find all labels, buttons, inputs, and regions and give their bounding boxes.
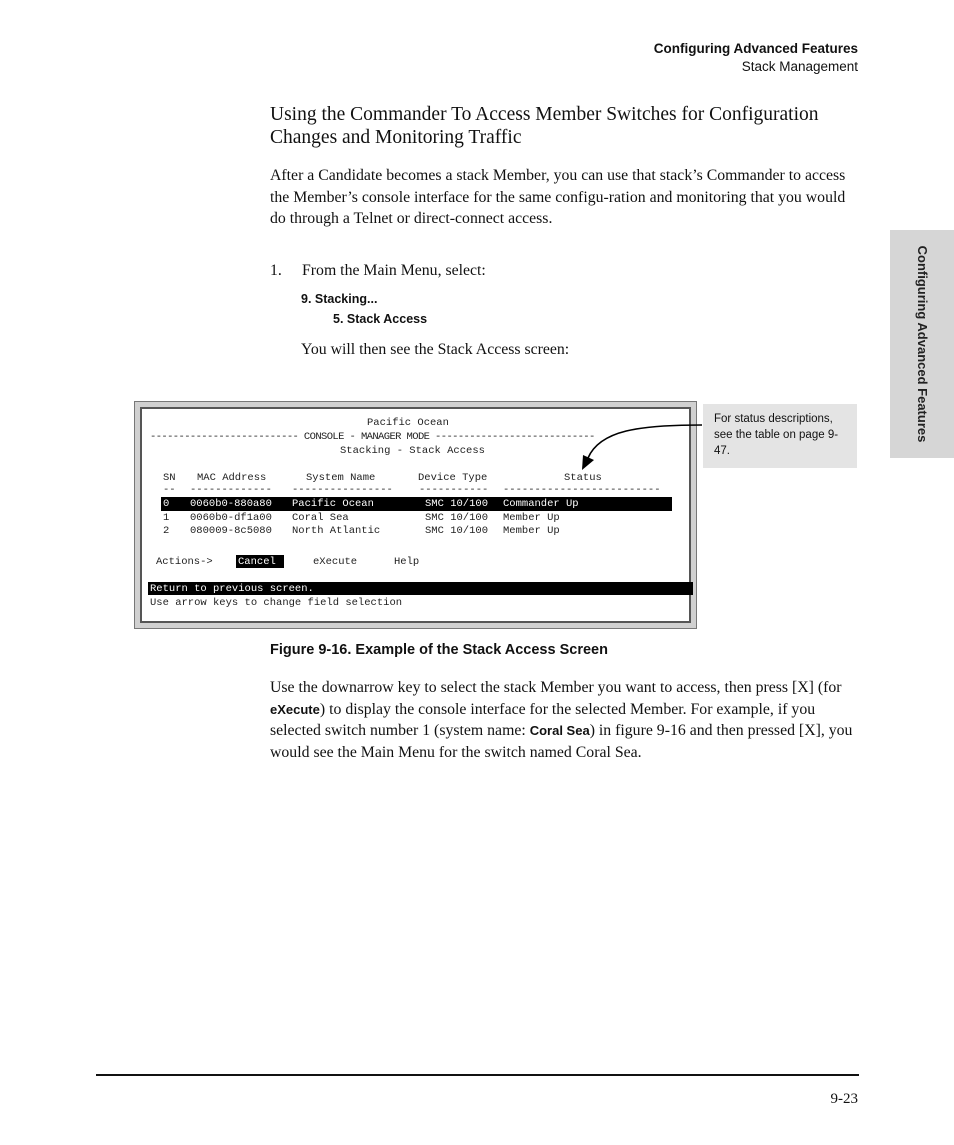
dash-sn: -- (163, 484, 176, 496)
para2-part1: Use the downarrow key to select the stack Member you want to access, then press [X] (for (270, 679, 842, 696)
dash-name: ---------------- (292, 484, 393, 496)
see-screen-text: You will then see the Stack Access screen: (301, 341, 570, 358)
screen-subtitle: Stacking - Stack Access (340, 445, 485, 457)
execute-action[interactable]: eXecute (313, 556, 358, 568)
step-text: From the Main Menu, select: (302, 262, 486, 279)
row-sn: 1 (163, 512, 170, 524)
running-header-chapter: Configuring Advanced Features (653, 41, 858, 56)
para2-part2: ) to display the console interface for the selected Member. For example, if you selected switch number 1 (system name: (270, 700, 816, 739)
callout-text: For status descriptions, see the table on page 9-47. (714, 413, 839, 457)
actions-label: Actions-> (156, 556, 213, 568)
row-name: Pacific Ocean (292, 498, 374, 510)
screen-title: Pacific Ocean (367, 417, 449, 429)
chapter-side-tab (890, 230, 954, 458)
coral-sea-inline: Coral Sea (529, 723, 590, 738)
dash-type: ----------- (419, 484, 489, 496)
mode-line: -------------------------- CONSOLE - MANAGER MODE ---------------------------- (150, 431, 595, 443)
help-action[interactable]: Help (394, 556, 420, 568)
help-line: Use arrow keys to change field selection (150, 597, 403, 609)
row-mac: 0060b0-880a80 (190, 498, 272, 510)
intro-paragraph: After a Candidate becomes a stack Member, you can use that stack’s Commander to access the Member’s console interface for the same configu-ration and monitoring that you would do through a Telnet or direct-connect access. (270, 167, 846, 227)
row-name: North Atlantic (292, 525, 381, 537)
col-header-mac: MAC Address (197, 472, 267, 484)
col-header-type: Device Type (418, 472, 488, 484)
callout-arrow (570, 418, 705, 478)
row-status: Member Up (503, 512, 560, 524)
usage-paragraph (270, 677, 860, 763)
row-mac: 080009-8c5080 (190, 525, 272, 537)
dash-status: ------------------------- (503, 484, 661, 496)
page-number: 9-23 (830, 1091, 858, 1107)
row-status: Commander Up (503, 498, 579, 510)
row-name: Coral Sea (292, 512, 349, 524)
step-1 (270, 262, 486, 280)
side-tab-label: Configuring Advanced Features (915, 245, 930, 443)
menu-path-level1: 9. Stacking... (301, 292, 378, 306)
cancel-action[interactable]: Cancel (238, 556, 276, 568)
section-title: Using the Commander To Access Member Switches for Configuration Changes and Monitoring Traffic (270, 104, 819, 148)
step-number: 1. (270, 262, 282, 279)
running-header-section: Stack Management (741, 59, 858, 74)
row-type: SMC 10/100 (425, 525, 489, 537)
status-callout (703, 404, 857, 468)
menu-path-level2: 5. Stack Access (333, 312, 428, 326)
row-sn: 0 (163, 498, 170, 510)
col-header-sn: SN (163, 472, 176, 484)
dash-mac: ------------- (190, 484, 272, 496)
figure-caption: Figure 9-16. Example of the Stack Access Screen (270, 642, 608, 658)
row-mac: 0060b0-df1a00 (190, 512, 272, 524)
para2-part3: ) in figure 9-16 and then pressed [X], you would see the Main Menu for the switch named Coral Sea. (270, 722, 853, 761)
row-sn: 2 (163, 525, 170, 537)
row-status: Member Up (503, 525, 560, 537)
col-header-name: System Name (306, 472, 376, 484)
row-type: SMC 10/100 (425, 498, 489, 510)
col-header-status: Status (564, 472, 602, 484)
row-type: SMC 10/100 (425, 512, 489, 524)
execute-inline: eXecute (270, 701, 320, 717)
footer-rule (96, 1074, 859, 1076)
status-line: Return to previous screen. (150, 583, 314, 595)
